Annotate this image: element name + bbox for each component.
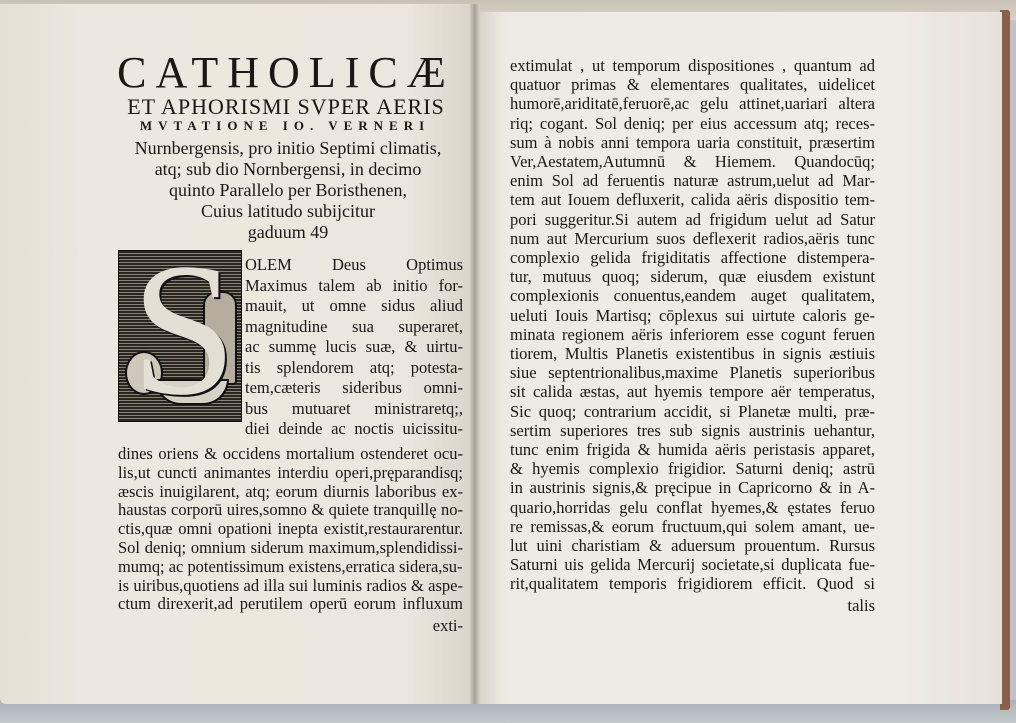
text-line: extimulat , ut temporum dispositiones , quantum ad: [510, 56, 875, 75]
text-line: Maximus talem ab initio for-: [245, 275, 463, 295]
text-line: rit,qualitatem temporis frigidiorem efficit. Quod si: [510, 574, 875, 594]
heading-line: Nurnbergensis, pro initio Septimi climatis,: [134, 138, 442, 158]
heading-line: quinto Parallelo per Boristhenen,: [169, 180, 407, 200]
heading-line: gaduum 49: [247, 222, 329, 242]
text-line: tiorem, Multis Planetis existentibus in signis æstiuis: [510, 344, 875, 363]
text-line: enim Sol ad feruentis naturæ astrum,uelut ad Mar-: [510, 171, 875, 191]
text-line: pori suggeritur.Si autem ad frigidum uelut ad Satur: [510, 209, 875, 229]
text-line: Ver,Aestatem,Autumnū & Hiemem. Quandocūq;: [510, 152, 875, 171]
text-line: sum à nobis anni tempora uaria constituit, præsertim: [510, 132, 875, 152]
catchword: talis: [847, 596, 875, 615]
page-subtitle-2: MVTATIONE IO. VERNERI: [139, 118, 431, 133]
text-line: lut uini charistiam & aduersum prouentum. Rursus: [510, 536, 875, 555]
text-line: haustas corporū uires,somno & quiete tranquillę no-: [118, 500, 463, 520]
text-line: quatuor primas & elementares qualitates, uidelicet: [510, 75, 875, 95]
text-line: minata regionem aëris inferiorem esse cogunt feruen: [510, 324, 875, 344]
text-line: humorē,ariditatē,feruorē,ac gelu attinet,uariari altera: [510, 94, 875, 114]
text-line: ac summę lucis suæ, & uirtu-: [245, 337, 463, 356]
text-line: tem aut Iouem defluxerit, calida aëris dispositio tem-: [510, 190, 875, 210]
text-line: Saturni uis gelida Mercurij societate,si duplicata fue-: [510, 555, 875, 575]
catchword: exti-: [432, 616, 463, 635]
page-title: CATHOLICÆ: [117, 48, 455, 97]
text-line: re remissas,& eorum fructuum,qui solem amant, ue-: [510, 516, 875, 536]
text-line: in austrinis signis,& pręcipue in Capricorno & in A-: [510, 478, 875, 498]
text-line: tunc enim frigida & humida aëris peristasis apparet,: [510, 440, 875, 459]
text-line: OLEM Deus Optimus: [245, 255, 463, 274]
text-line: æscis inuigilarent, atq; eorum diurnis laboribus ex-: [118, 481, 463, 501]
text-line: ctis,quæ omni opationi inepta existit,restaurarentur.: [118, 519, 463, 539]
text-line: is uiribus,quotiens ad illa sui luminis radios & aspe-: [118, 575, 463, 595]
heading-line: atq; sub dio Nornbergensi, in decimo: [154, 159, 422, 179]
text-line: quario,horridas gelu conflat hyemes,& ęstates feruo: [510, 497, 875, 517]
text-line: riq; cogant. Sol deniq; per eius accessum atq; reces-: [510, 113, 875, 133]
text-line: tur, mutuus quoq; siderum, quæ eiusdem existunt: [510, 267, 875, 287]
text-line: sertim superiores tres sub signis austrinis uehantur,: [510, 420, 875, 440]
initial-letter: S: [131, 250, 237, 422]
text-line: complexionis conuentus,eandem auget qualitatem,: [510, 286, 875, 306]
text-line: ueluti Iouis Martisq; cōplexus sui uirtute caloris ge-: [510, 305, 875, 325]
woodcut-initial: [118, 250, 242, 422]
text-line: ctum direxerit,ad perutilem operū eorum influxum: [118, 594, 463, 614]
text-line: dines oriens & occidens mortalium ostenderet ocu-: [118, 444, 463, 463]
text-line: Sic quoq; contrarium accidit, si Planetæ multi, præ-: [510, 401, 875, 421]
text-line: magnitudine sua superaret,: [245, 316, 463, 336]
text-line: lis,ut cuncti animantes interdiu operi,pręparandisq;: [118, 462, 463, 482]
book-gutter: [470, 4, 480, 704]
text-line: tem,cæteris sideribus omni-: [245, 378, 463, 397]
text-line: Sol deniq; omnium siderum maximum,splendidissi-: [118, 538, 463, 557]
text-line: complexio gelida frigiditatis affectione distempera-: [510, 248, 875, 267]
text-line: siue septentrionalibus,maxime Planetis superioribus: [510, 363, 875, 383]
text-line: bus mutuaret ministraretq;,: [245, 398, 463, 418]
text-line: mauit, ut omne sidus aliud: [245, 296, 463, 315]
text-line: & hyemis complexio frigidior. Saturni deniq; astrū: [510, 459, 875, 479]
text-line: diei deinde ac noctis uicissitu-: [245, 419, 463, 438]
text-line: mumq; ac potentissimum existens,erratica sidera,su-: [118, 556, 463, 576]
text-line: num aut Mercurium suos deflexerit radios,aëris tunc: [510, 228, 875, 248]
heading-line: Cuius latitudo subijcitur: [201, 201, 375, 221]
text-line: sit calida æstas, aut hyemis tempore aër temperatus,: [510, 382, 875, 402]
page-subtitle: ET APHORISMI SVPER AERIS: [127, 94, 445, 119]
text-line: tis splendorem atq; potesta-: [245, 357, 463, 377]
